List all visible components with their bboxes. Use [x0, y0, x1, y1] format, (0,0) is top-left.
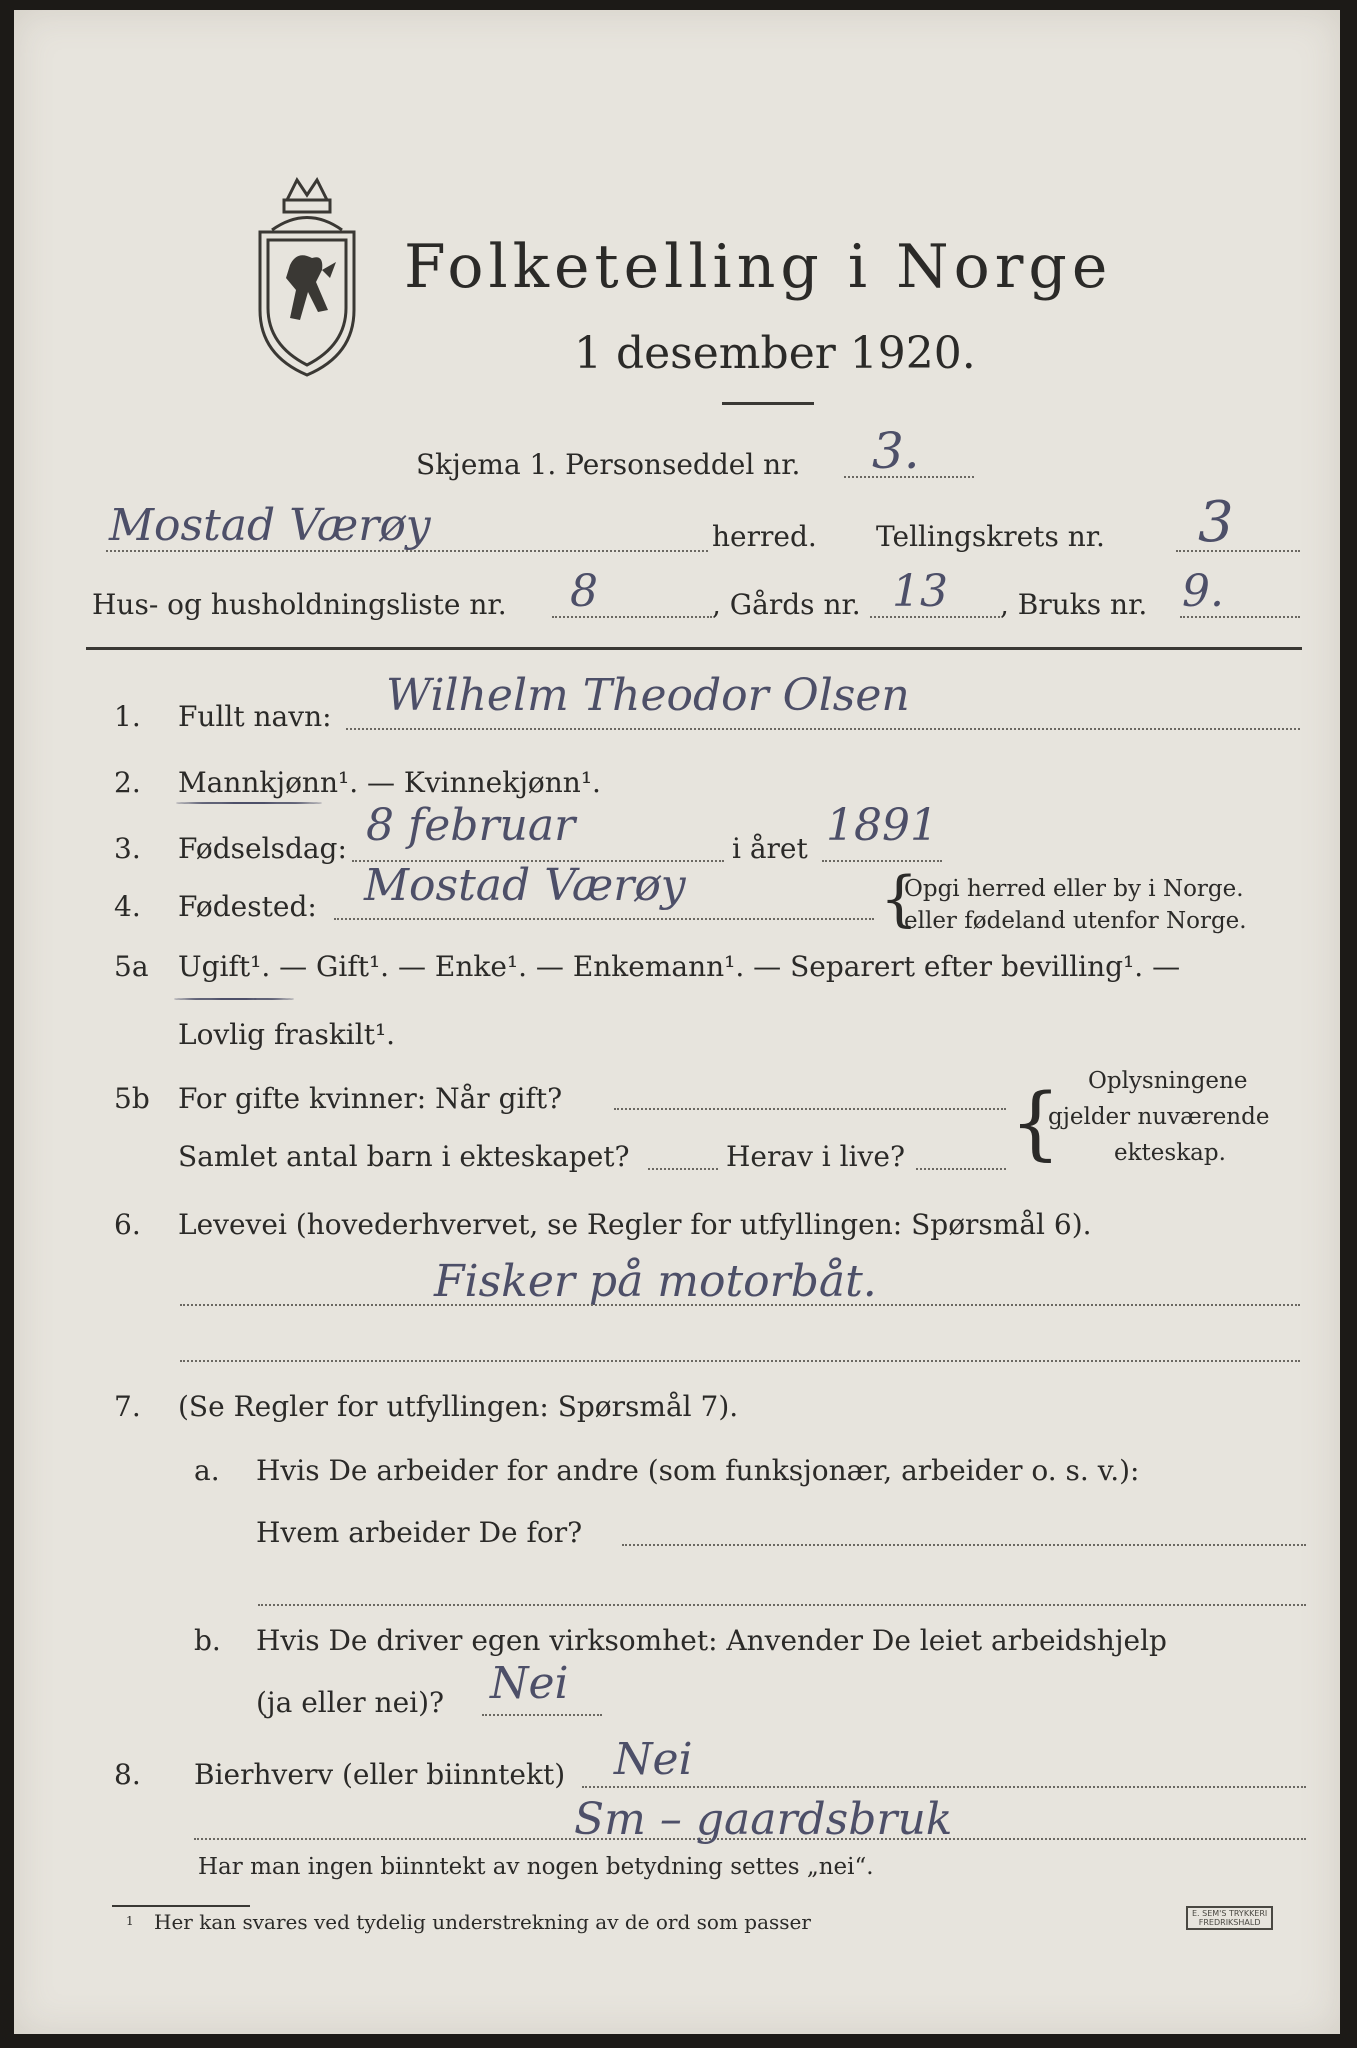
q5a-number: 5a	[114, 950, 149, 983]
birth-year-value: 1891	[826, 800, 938, 851]
tellingskrets-dots	[1176, 550, 1300, 552]
municipality-dots	[106, 550, 708, 552]
q7b-line2: (ja eller nei)?	[256, 1686, 445, 1719]
q5a-label-line1: Ugift¹. — Gift¹. — Enke¹. — Enkemann¹. — Separert efter bevilling¹. —	[178, 950, 1181, 983]
q5b-alive-dots	[916, 1168, 1006, 1170]
q7-number: 7.	[114, 1390, 141, 1423]
printer-stamp-line2: FREDRIKSHALD	[1198, 1918, 1261, 1927]
q4-brace: {	[880, 864, 919, 934]
q5b-note-line1: Oplysningene	[1088, 1068, 1248, 1094]
form-date: 1 desember 1920.	[574, 328, 976, 379]
occupation-value: Fisker på motorbåt.	[434, 1256, 877, 1307]
schema-label: Skjema 1. Personseddel nr.	[416, 448, 801, 481]
side-income-value-2: Sm – gaardsbruk	[574, 1794, 953, 1845]
q7b-value: Nei	[490, 1658, 569, 1709]
gards-value: 13	[892, 566, 948, 617]
gards-label: , Gårds nr.	[712, 588, 861, 621]
norwegian-lion-coat-of-arms-icon	[242, 170, 372, 380]
q8-note: Har man ingen biinntekt av nogen betydning settes „nei“.	[198, 1854, 874, 1880]
q7a-letter: a.	[194, 1454, 220, 1487]
q5b-label-line1: For gifte kvinner: Når gift?	[178, 1082, 563, 1115]
printer-stamp	[1186, 1906, 1273, 1930]
q5b-number: 5b	[114, 1082, 150, 1115]
q5b-label-line2b: Herav i live?	[726, 1140, 905, 1173]
full-name-value: Wilhelm Theodor Olsen	[386, 670, 910, 721]
q6-dots-2	[180, 1360, 1300, 1362]
q8-dots-1	[582, 1786, 1306, 1788]
birthday-value: 8 februar	[366, 800, 576, 851]
q5a-underline-ugift	[174, 998, 294, 1000]
q6-number: 6.	[114, 1208, 141, 1241]
footnote-text: Her kan svares ved tydelig understrekning av de ord som passer	[154, 1910, 811, 1934]
q7a-line1: Hvis De arbeider for andre (som funksjonær, arbeider o. s. v.):	[256, 1454, 1140, 1487]
q2-label: Mannkjønn¹. — Kvinnekjønn¹.	[178, 766, 601, 799]
q2-underline-mannkjonn	[176, 802, 322, 804]
q5b-when-dots	[614, 1108, 1006, 1110]
section-rule	[86, 647, 1302, 650]
q5b-note-line2: gjelder nuværende	[1048, 1104, 1270, 1130]
q1-label: Fullt navn:	[178, 700, 332, 733]
q7-label: (Se Regler for utfyllingen: Spørsmål 7).	[178, 1390, 739, 1423]
bruks-label: , Bruks nr.	[1000, 588, 1148, 621]
q4-dots	[334, 918, 874, 920]
q7b-line1: Hvis De driver egen virksomhet: Anvender De leiet arbeidshjelp	[256, 1624, 1167, 1657]
title-divider	[722, 402, 814, 405]
q3-number: 3.	[114, 832, 141, 865]
footnote-rule	[112, 1905, 250, 1907]
q3-year-label: i året	[732, 832, 808, 865]
q5a-label-line2: Lovlig fraskilt¹.	[178, 1018, 396, 1051]
q5b-label-line2a: Samlet antal barn i ekteskapet?	[178, 1140, 630, 1173]
q6-label: Levevei (hovederhvervet, se Regler for utfyllingen: Spørsmål 6).	[178, 1208, 1092, 1241]
q7b-dots	[482, 1714, 602, 1716]
household-value: 8	[570, 566, 598, 617]
q6-dots-1	[180, 1304, 1300, 1306]
household-label: Hus- og husholdningsliste nr.	[92, 588, 507, 621]
form-title: Folketelling i Norge	[404, 232, 1113, 302]
printer-stamp-line1: E. SEM'S TRYKKERI	[1192, 1909, 1268, 1918]
q2-number: 2.	[114, 766, 141, 799]
q7a-dots-1	[622, 1544, 1306, 1546]
q7a-line2: Hvem arbeider De for?	[256, 1516, 583, 1549]
q7b-letter: b.	[194, 1624, 221, 1657]
q4-label: Fødested:	[178, 890, 317, 923]
q5b-brace: {	[1010, 1076, 1061, 1169]
q4-note-line2: eller fødeland utenfor Norge.	[904, 908, 1247, 934]
q3-year-dots	[822, 860, 942, 862]
municipality-value: Mostad Værøy	[109, 500, 431, 551]
q4-note-line1: Opgi herred eller by i Norge.	[904, 876, 1244, 902]
q1-number: 1.	[114, 700, 141, 733]
q8-number: 8.	[114, 1758, 141, 1791]
birthplace-value: Mostad Værøy	[364, 860, 686, 911]
q7a-dots-2	[258, 1604, 1306, 1606]
q1-dots	[346, 728, 1300, 730]
q5b-note-line3: ekteskap.	[1114, 1140, 1226, 1166]
tellingskrets-label: Tellingskrets nr.	[876, 520, 1105, 553]
q8-label: Bierhverv (eller biinntekt)	[194, 1758, 566, 1791]
census-form	[14, 10, 1340, 2034]
tellingskrets-value: 3	[1198, 490, 1234, 555]
q4-number: 4.	[114, 890, 141, 923]
q5b-children-dots	[648, 1168, 718, 1170]
schema-number: 3.	[872, 422, 920, 480]
municipality-label: herred.	[712, 520, 817, 553]
q3-label: Fødselsdag:	[178, 832, 347, 865]
footnote-mark: 1	[126, 1914, 134, 1928]
bruks-value: 9.	[1182, 566, 1224, 617]
side-income-value-1: Nei	[614, 1734, 693, 1785]
